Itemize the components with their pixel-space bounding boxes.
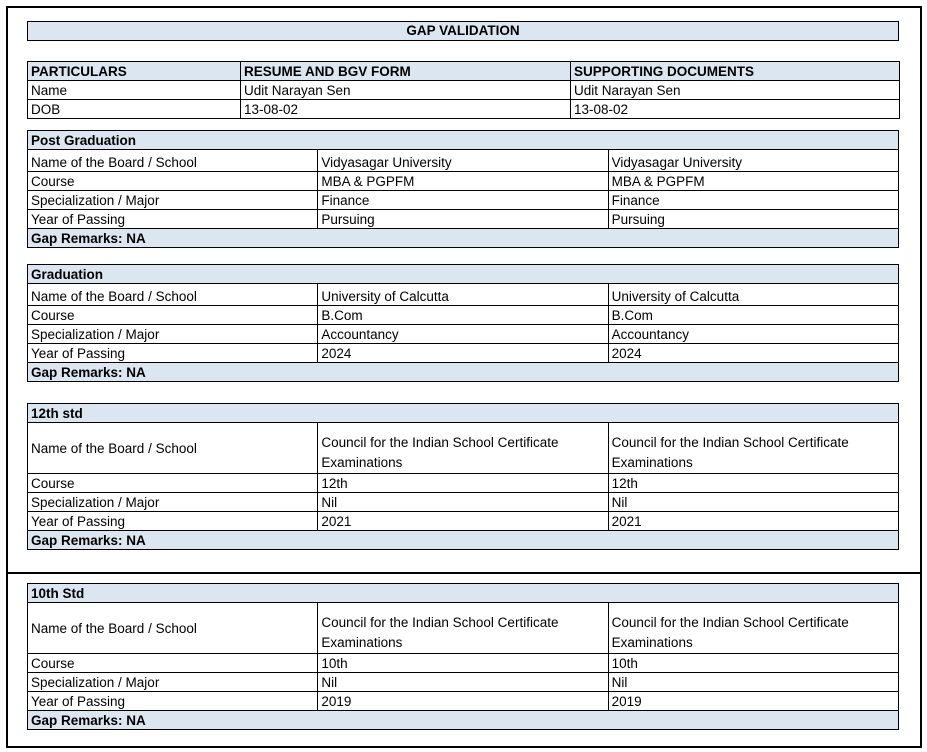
course-label: Course xyxy=(28,654,318,673)
pg-year-resume: Pursuing xyxy=(318,210,608,229)
year-label: Year of Passing xyxy=(28,210,318,229)
std10-gap-remarks: Gap Remarks: NA xyxy=(28,711,899,730)
specialization-label: Specialization / Major xyxy=(28,191,318,210)
name-docs-value: Udit Narayan Sen xyxy=(571,81,900,100)
pg-spec-resume: Finance xyxy=(318,191,608,210)
std12-course-docs: 12th xyxy=(608,474,898,493)
grad-gap-remarks: Gap Remarks: NA xyxy=(28,363,899,382)
header-resume-bgv: RESUME AND BGV FORM xyxy=(241,62,571,81)
std12-board-resume: Council for the Indian School Certificate Examinations xyxy=(318,423,608,474)
name-label: Name xyxy=(28,81,241,100)
year-label: Year of Passing xyxy=(28,692,318,711)
std10-heading: 10th Std xyxy=(28,584,899,603)
table-row xyxy=(28,172,899,191)
board-label: Name of the Board / School xyxy=(28,150,318,172)
grad-board-docs: University of Calcutta xyxy=(608,284,898,306)
table-row xyxy=(28,493,899,512)
page-title: GAP VALIDATION xyxy=(27,21,899,41)
std12-gap-remarks: Gap Remarks: NA xyxy=(28,531,899,550)
table-row xyxy=(28,325,899,344)
board-label: Name of the Board / School xyxy=(28,284,318,306)
std12-year-docs: 2021 xyxy=(608,512,898,531)
table-row xyxy=(28,100,900,119)
pg-gap-remarks: Gap Remarks: NA xyxy=(28,229,899,248)
std10-board-docs: Council for the Indian School Certificate Examinations xyxy=(608,603,898,654)
board-label: Name of the Board / School xyxy=(28,423,318,474)
year-label: Year of Passing xyxy=(28,512,318,531)
remarks-row xyxy=(28,711,899,730)
table-row xyxy=(28,191,899,210)
dob-label: DOB xyxy=(28,100,241,119)
particulars-table xyxy=(27,61,900,119)
grad-year-resume: 2024 xyxy=(318,344,608,363)
year-label: Year of Passing xyxy=(28,344,318,363)
dob-docs-value: 13-08-02 xyxy=(571,100,900,119)
table-row xyxy=(28,81,900,100)
section-heading-row xyxy=(28,131,899,150)
table-row xyxy=(28,603,899,654)
std10-table xyxy=(27,583,899,730)
std12-table xyxy=(27,403,899,550)
header-supporting-docs: SUPPORTING DOCUMENTS xyxy=(571,62,900,81)
table-row xyxy=(28,654,899,673)
std10-year-docs: 2019 xyxy=(608,692,898,711)
pg-course-resume: MBA & PGPFM xyxy=(318,172,608,191)
std12-heading: 12th std xyxy=(28,404,899,423)
table-row xyxy=(28,150,899,172)
table-row xyxy=(28,423,899,474)
std12-board-docs: Council for the Indian School Certificate Examinations xyxy=(608,423,898,474)
pg-board-resume: Vidyasagar University xyxy=(318,150,608,172)
course-label: Course xyxy=(28,474,318,493)
table-row xyxy=(28,512,899,531)
board-label: Name of the Board / School xyxy=(28,603,318,654)
specialization-label: Specialization / Major xyxy=(28,673,318,692)
grad-spec-resume: Accountancy xyxy=(318,325,608,344)
std12-spec-docs: Nil xyxy=(608,493,898,512)
post-graduation-heading: Post Graduation xyxy=(28,131,899,150)
section-heading-row xyxy=(28,404,899,423)
course-label: Course xyxy=(28,306,318,325)
std10-year-resume: 2019 xyxy=(318,692,608,711)
pg-year-docs: Pursuing xyxy=(608,210,898,229)
specialization-label: Specialization / Major xyxy=(28,325,318,344)
std10-board-resume: Council for the Indian School Certificate Examinations xyxy=(318,603,608,654)
table-row xyxy=(28,344,899,363)
remarks-row xyxy=(28,363,899,382)
table-row xyxy=(28,692,899,711)
specialization-label: Specialization / Major xyxy=(28,493,318,512)
grad-year-docs: 2024 xyxy=(608,344,898,363)
course-label: Course xyxy=(28,172,318,191)
header-row xyxy=(28,62,900,81)
post-graduation-table xyxy=(27,130,899,248)
std10-spec-docs: Nil xyxy=(608,673,898,692)
std12-course-resume: 12th xyxy=(318,474,608,493)
std10-course-docs: 10th xyxy=(608,654,898,673)
table-row xyxy=(28,284,899,306)
std12-year-resume: 2021 xyxy=(318,512,608,531)
dob-resume-value: 13-08-02 xyxy=(241,100,571,119)
graduation-table xyxy=(27,264,899,382)
pg-spec-docs: Finance xyxy=(608,191,898,210)
table-row xyxy=(28,306,899,325)
std10-course-resume: 10th xyxy=(318,654,608,673)
pg-board-docs: Vidyasagar University xyxy=(608,150,898,172)
std12-spec-resume: Nil xyxy=(318,493,608,512)
grad-course-resume: B.Com xyxy=(318,306,608,325)
table-row xyxy=(28,210,899,229)
grad-spec-docs: Accountancy xyxy=(608,325,898,344)
remarks-row xyxy=(28,229,899,248)
name-resume-value: Udit Narayan Sen xyxy=(241,81,571,100)
pg-course-docs: MBA & PGPFM xyxy=(608,172,898,191)
remarks-row xyxy=(28,531,899,550)
table-row xyxy=(28,474,899,493)
header-particulars: PARTICULARS xyxy=(28,62,241,81)
table-row xyxy=(28,673,899,692)
grad-course-docs: B.Com xyxy=(608,306,898,325)
section-heading-row xyxy=(28,584,899,603)
section-heading-row xyxy=(28,265,899,284)
graduation-heading: Graduation xyxy=(28,265,899,284)
grad-board-resume: University of Calcutta xyxy=(318,284,608,306)
std10-spec-resume: Nil xyxy=(318,673,608,692)
